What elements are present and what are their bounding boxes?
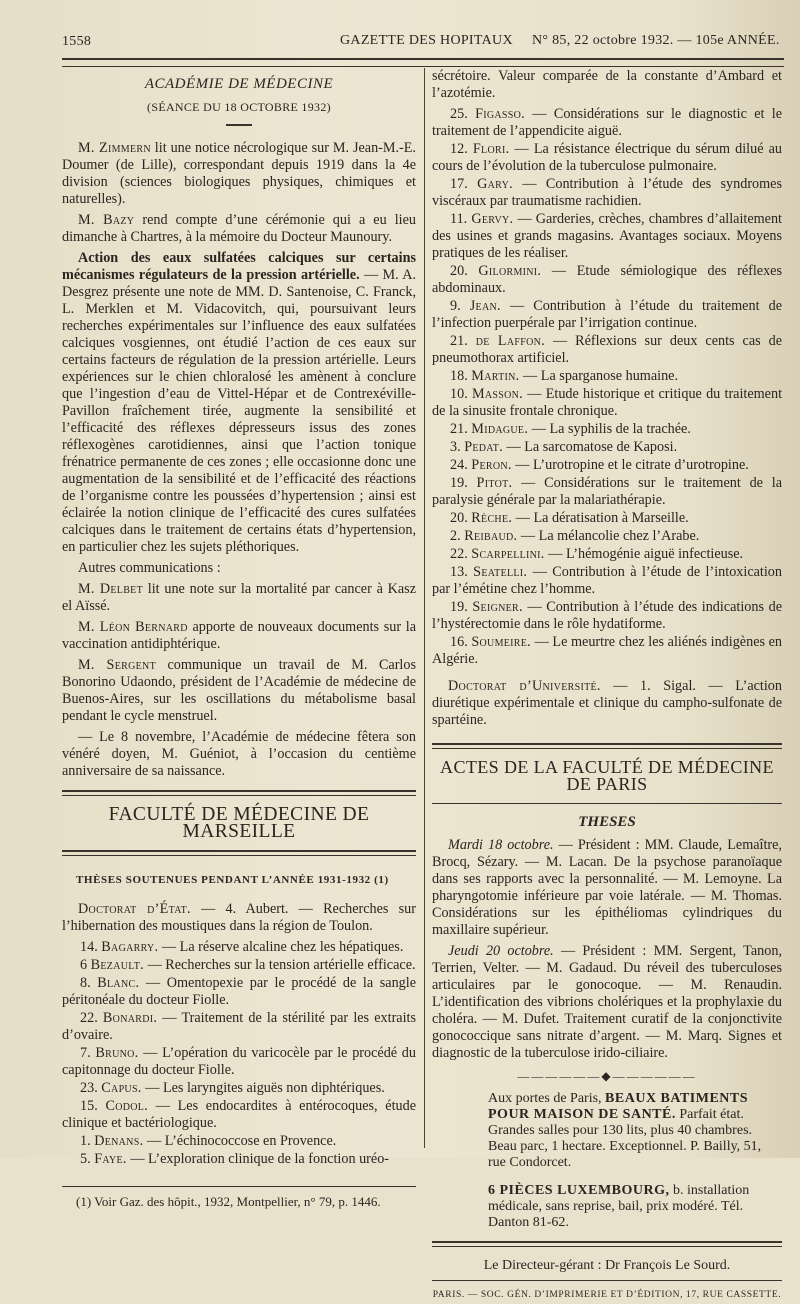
thesis-intro: Doctorat d’État. — 4. Aubert. — Recherches sur l’hibernation des moustiques dans la région de Toulon. (62, 901, 416, 934)
printer-line: PARIS. — SOC. GÉN. D’IMPRIMERIE ET D’ÉDITION, 17, RUE CASSETTE. (432, 1290, 782, 1300)
thesis-title: — Contribution à l’étude du traitement de l’infection puerpérale par l’irrigation continue. (432, 298, 782, 331)
academie-paragraph: M. Zimmern lit une notice nécrologique sur M. Jean-M.-E. Doumer (de Lille), correspondant depuis 1919 dans la 4e division (sciences biologiques physiques, chimiques et naturelles). (62, 140, 416, 207)
short-rule (226, 124, 252, 126)
thesis-item (62, 1080, 416, 1097)
thesis-author: Rèche. (471, 510, 513, 526)
thesis-number: 3. (450, 439, 461, 455)
thesis-number: 11. (450, 211, 468, 227)
academie-paragraph: Action des eaux sulfatées calciques sur certains mécanismes régulateurs de la pression artérielle. — M. A. Desgrez présente une note de MM. D. Santenoise, C. Franck, L. Merklen et M. Vidacovitch, qui, poursuivant leurs recherches expérimentales sur l’influence des eaux sulfatées calciques vosgiennes, ont étudié l’action de ces eaux sur certains facteurs de régulation de la pression artérielle. Leurs expériences sur le chien chloralosé les amènent à conclure que l’ingestion d’eau de Vittel-Hépar et de Contrexéville-Pavillon fraîchement tirée, augmente la sensibilité et l’efficacité des réflexes dépresseurs issus des zones réflexogènes carotidiennes, ainsi que l’action tonique frénatrice permanente de ces zones ; elle occasionne donc une augmentation de la sensibilité et de l’efficacité des réactions de l’organisme contre les poussées d’hypertension ; ainsi est éclairée la notion clinique de l’efficacité des cures sulfatées calciques dans le traitement de certains états d’hypertension, en particulier chez les sujets pléthoriques. (62, 250, 416, 555)
page-number: 1558 (62, 34, 92, 49)
thesis-number: 19. (450, 599, 468, 615)
thesis-item (62, 1151, 416, 1168)
thesis-author: Reibaud. (464, 528, 518, 544)
thesis-number: 21. (450, 333, 468, 349)
thesis-number: 22. (450, 546, 468, 562)
thesis-number: 9. (450, 298, 461, 314)
thesis-item (432, 141, 782, 175)
thesis-author: de Laffon. (475, 333, 545, 349)
thesis-title: — Contribution à l’étude des syndromes viscéraux par traumatisme rachidien. (432, 176, 782, 209)
communication-item: M. Delbet lit une note sur la mortalité par cancer à Kasz el Aïssé. (62, 581, 416, 614)
paris-session: Mardi 18 octobre. — Président : MM. Claude, Lemaître, Brocq, Sézary. — M. Lacan. De la psychose paranoïaque dans ses rapports avec la personnalité. — M. Lemoyne. La pharyngotomie inférieure par voie latérale. — M. Thomas. Considérations sur les épithéliomas cylindriques du maxillaire supérieur. (432, 837, 782, 938)
thesis-title: — La sarcomatose de Kaposi. (502, 439, 678, 455)
thesis-author: Seatelli. (473, 564, 528, 580)
thesis-number: 10. (450, 386, 468, 402)
thesis-number: 17. (450, 176, 468, 192)
thesis-author: Pedat. (464, 439, 503, 455)
thesis-title: — L’échinococcose en Provence. (143, 1133, 337, 1149)
thesis-author: Bezault. (90, 957, 145, 973)
thesis-item (62, 1045, 416, 1079)
thesis-item (62, 939, 416, 956)
marseille-title: FACULTÉ DE MÉDECINE DE MARSEILLE (108, 804, 370, 842)
thesis-item (432, 386, 782, 420)
thesis-title: — Garderies, crèches, chambres d’allaitement des usines et grands magasins. Avantages sociaux. Moyens pratiques de les réaliser. (432, 211, 782, 261)
section-rule (432, 803, 782, 804)
running-header (62, 30, 782, 52)
thesis-title: — La réserve alcaline chez les hépatiques. (158, 939, 404, 955)
issue-info: N° 85, 22 octobre 1932. — 105e ANNÉE. (532, 33, 780, 48)
thesis-number: 20. (450, 510, 468, 526)
thesis-author: Bonardi. (102, 1010, 158, 1026)
marseille-thesis-list (62, 939, 416, 1168)
thesis-number: 19. (450, 475, 468, 491)
thesis-number: 24. (450, 457, 468, 473)
thesis-item (62, 957, 416, 974)
header-rule (62, 58, 784, 67)
thesis-author: Faye. (94, 1151, 127, 1167)
thesis-number: 5. (80, 1151, 91, 1167)
thesis-title: — La mélancolie chez l’Arabe. (517, 528, 700, 544)
thesis-item (432, 475, 782, 509)
communication-item: M. Sergent communique un travail de M. Carlos Bonorino Udaondo, président de l’Académie de médecine de Buenos-Aires, sur les oscillations du métabolisme basal pendant le cycle menstruel. (62, 657, 416, 724)
thesis-number: 15. (80, 1098, 98, 1114)
thesis-author: Gilormini. (478, 263, 542, 279)
thesis-number: 25. (450, 106, 468, 122)
thesis-number: 16. (450, 634, 468, 650)
thesis-title: — L’hémogénie aiguë infectieuse. (544, 546, 744, 562)
thesis-title: — La résistance électrique du sérum dilué au cours de l’évolution de la tuberculose pulmonaire. (432, 141, 782, 174)
thesis-item (432, 634, 782, 668)
thesis-number: 8. (80, 975, 91, 991)
thesis-number: 1. (80, 1133, 91, 1149)
thesis-title: — Réflexions sur deux cents cas de pneumothorax artificiel. (432, 333, 782, 366)
thesis-title: — Les laryngites aiguës non diphtériques. (141, 1080, 385, 1096)
paris-title: ACTES DE LA FACULTÉ DE MÉDECINE DE PARIS (440, 757, 774, 794)
thesis-item (432, 106, 782, 140)
thesis-title: — Omentopexie par le procédé de la sangle péritonéale du docteur Fiolle. (62, 975, 417, 1008)
thesis-title: — Considérations sur le traitement de la paralysie générale par la malariathérapie. (432, 475, 783, 508)
thesis-title: — Traitement de la stérilité par les extraits d’ovaire. (62, 1010, 417, 1043)
advertisement: Aux portes de Paris, BEAUX BATIMENTS POUR MAISON DE SANTÉ. Parfait état. Grandes salles pour 130 lits, plus 40 chambres. Beau parc, 1 hectare. Exceptionnel. P. Bailly, 51, rue Condorcet. (488, 1091, 762, 1170)
section-rule (62, 850, 416, 856)
thesis-author: Pitot. (476, 475, 513, 491)
thesis-title: — Recherches sur la tension artérielle efficace. (144, 957, 416, 973)
thesis-item (432, 211, 782, 262)
marseille-subtitle: THÈSES SOUTENUES PENDANT L’ANNÉE 1931-1932 (1) (76, 874, 389, 886)
thesis-item (432, 439, 782, 456)
thesis-item (62, 1098, 416, 1132)
thesis-item (432, 421, 782, 438)
academie-title: ACADÉMIE DE MÉDECINE (144, 76, 334, 92)
communication-item: — Le 8 novembre, l’Académie de médecine fêtera son vénéré doyen, M. Guéniot, à l’occasion du centième anniversaire de sa naissance. (62, 729, 416, 779)
thesis-author: Blanc. (97, 975, 140, 991)
footer-rule (432, 1280, 782, 1281)
thesis-item (432, 546, 782, 563)
thesis-number: 20. (450, 263, 468, 279)
communication-item: M. Léon Bernard apporte de nouveaux documents sur la vaccination antidiphtérique. (62, 619, 416, 652)
thesis-number: 12. (450, 141, 468, 157)
thesis-author: Capus. (101, 1080, 142, 1096)
thesis-item (432, 263, 782, 297)
thesis-item (432, 457, 782, 474)
thesis-item (432, 510, 782, 527)
section-rule (62, 790, 416, 796)
thesis-number: 6 (80, 957, 88, 973)
thesis-number: 7. (80, 1045, 91, 1061)
section-rule (432, 743, 782, 749)
thesis-number: 2. (450, 528, 461, 544)
continued-text: sécrétoire. Valeur comparée de la constante d’Ambard et l’azotémie. (432, 68, 782, 101)
thesis-author: Gervy. (471, 211, 514, 227)
thesis-title: — Les endocardites à entérocoques, étude clinique et bactériologique. (62, 1098, 416, 1131)
ornament-divider: ——————◆—————— (517, 1069, 697, 1083)
academie-session: (SÉANCE DU 18 OCTOBRE 1932) (147, 100, 331, 114)
thesis-author: Figasso. (475, 106, 526, 122)
thesis-title: — Considérations sur le diagnostic et le traitement de l’appendicite aiguë. (432, 106, 782, 139)
thesis-author: Peron. (471, 457, 512, 473)
thesis-author: Jean. (469, 298, 501, 314)
thesis-title: — Contribution à l’étude des indications de l’hystérectomie dans le rôle hydatiforme. (432, 599, 783, 632)
thesis-item (62, 1133, 416, 1150)
thesis-title: — La sparganose humaine. (519, 368, 679, 384)
thesis-item (62, 975, 416, 1009)
thesis-author: Martin. (471, 368, 520, 384)
advertisement: 6 PIÈCES LUXEMBOURG, b. installation médicale, sans reprise, bail, prix modéré. Tél. Danton 81-62. (488, 1183, 750, 1230)
paris-session: Jeudi 20 octobre. — Président : MM. Sergent, Tanon, Terrien, Velter. — M. Gadaud. Du réveil des tuberculoses articulaires par le gonocoque. — M. Renaudin. L’identification des vibrions cholériques et la prophylaxie du choléra. — M. Dufet. Traitement curatif de la conjonctivite gonococcique sans nitrate d’argent. — M. Marq. Signes et diagnostic de la tuberculose irido-ciliaire. (432, 943, 782, 1061)
thesis-title: — L’exploration clinique de la fonction uréo- (126, 1151, 390, 1167)
thesis-number: 23. (80, 1080, 98, 1096)
thesis-item (432, 298, 782, 332)
right-column (432, 68, 782, 1304)
thesis-number: 21. (450, 421, 468, 437)
thesis-author: Bruno. (95, 1045, 139, 1061)
thesis-number: 14. (80, 939, 98, 955)
thesis-author: Flori. (472, 141, 510, 157)
doctorat-universite: Doctorat d’Université. — 1. Sigal. — L’action diurétique expérimentale et clinique du campho-sulfonate de spartéine. (432, 678, 782, 728)
thesis-title: — L’opération du varicocèle par le procédé du capitonnage du docteur Fiolle. (62, 1045, 416, 1078)
left-column (62, 68, 416, 1210)
director-line: Le Directeur-gérant : Dr François Le Sourd. (483, 1258, 731, 1273)
thesis-title: — Etude historique et critique du traitement de la sinusite frontale chronique. (432, 386, 783, 419)
thesis-item (432, 176, 782, 210)
footnote: (1) Voir Gaz. des hôpit., 1932, Montpellier, n° 79, p. 1446. (62, 1186, 416, 1210)
thesis-title: — La syphilis de la trachée. (528, 421, 691, 437)
thesis-item (432, 368, 782, 385)
thesis-title: — Contribution à l’étude de l’intoxication par l’émétine chez l’homme. (432, 564, 782, 597)
thesis-author: Seigner. (472, 599, 523, 615)
thesis-item (62, 1010, 416, 1044)
academie-paragraph: M. Bazy rend compte d’une cérémonie qui a eu lieu dimanche à Chartres, à la mémoire du Docteur Maunoury. (62, 212, 416, 245)
thesis-item (432, 333, 782, 367)
thesis-author: Codol. (105, 1098, 149, 1114)
thesis-item (432, 564, 782, 598)
thesis-number: 18. (450, 368, 468, 384)
thesis-number: 22. (80, 1010, 98, 1026)
thesis-title: — L’urotropine et le citrate d’urotropine. (511, 457, 749, 473)
footer-rule (432, 1241, 782, 1247)
column-divider (424, 68, 425, 1148)
paris-theses-title: THESES (578, 814, 636, 830)
thesis-author: Masson. (471, 386, 524, 402)
marseille-thesis-list-continued (432, 106, 782, 668)
thesis-title: — Le meurtre chez les aliénés indigènes en Algérie. (432, 634, 783, 667)
thesis-author: Denans. (94, 1133, 144, 1149)
thesis-author: Scarpellini. (471, 546, 545, 562)
thesis-item (432, 528, 782, 545)
thesis-title: — Etude sémiologique des réflexes abdominaux. (432, 263, 782, 296)
thesis-author: Bagarry. (101, 939, 159, 955)
thesis-author: Gary. (477, 176, 513, 192)
journal-title: GAZETTE DES HOPITAUX (340, 33, 513, 48)
thesis-number: 13. (450, 564, 468, 580)
thesis-author: Midague. (471, 421, 529, 437)
communications-header: Autres communications : (78, 560, 221, 576)
thesis-title: — La dératisation à Marseille. (512, 510, 689, 526)
thesis-author: Soumeire. (471, 634, 532, 650)
thesis-item (432, 599, 782, 633)
